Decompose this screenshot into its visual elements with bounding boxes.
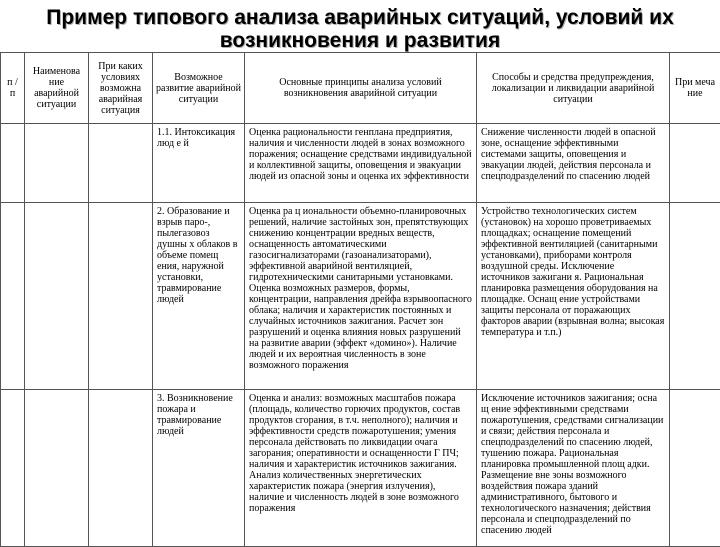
header-situation-name: Наименова ние аварийной ситуации	[25, 53, 89, 124]
table-cell-prevention: Исключение источников зажигания; осна щ ение эффективными средствами пожаротушения, средствами сигнализации и связи; действия персонала и спецподразделений по спасению людей, тушению пожара. Рациональная планировка промышленной площ адки. Размещение вне зоны возможного воздействия пожара зданий административного, бытового и технологического назначения; действия персонала и спецподразделений по спасению людей	[477, 390, 670, 547]
table-cell-prevention: Устройство технологических систем (установок) на хорошо проветриваемых площадках; оснащение помещений эффективной вентиляцией (санитарными установками), приборами контроля воздушной среды. Исключение источников зажигани я. Рациональная планировка размещения оборудования на площадке. Оснащ ение устройствами защиты персонала от поражающих факторов аварии (взрывная волна; высокая температура и т.п.)	[477, 203, 670, 390]
table-cell-development: 3. Возникновение пожара и травмирование людей	[153, 390, 245, 547]
page-title: Пример типового анализа аварийных ситуаций, условий их возникновения и развития	[0, 0, 720, 52]
table-cell-situation	[25, 390, 89, 547]
table-cell-number	[1, 203, 25, 390]
table-cell-notes	[670, 390, 720, 547]
table-cell-situation	[25, 203, 89, 390]
header-analysis-principles: Основные принципы анализа условий возникновения аварийной ситуации	[245, 53, 477, 124]
table-cell-analysis: Оценка рациональности генплана предприятия, наличия и численности людей в зонах возможного поражения; оснащение средствами индивидуальной и коллективной защиты, оповещения и эвакуации людей из опасной зоны и оценка их эффективности	[245, 124, 477, 203]
header-conditions: При каких условиях возможна аварийная ситуация	[89, 53, 153, 124]
table-cell-development: 1.1. Интоксикация люд е й	[153, 124, 245, 203]
table-cell-number	[1, 124, 25, 203]
table-cell-situation	[25, 124, 89, 203]
header-prevention-methods: Способы и средства предупреждения, локализации и ликвидации аварийной ситуации	[477, 53, 670, 124]
table-cell-notes	[670, 124, 720, 203]
table-cell-analysis: Оценка и анализ: возможных масштабов пожара (площадь, количество горючих продуктов, состав продуктов сгорания, в т.ч. неполного); наличия и эффективности средств пожаротушения; умения персонала действовать по ликвидации очага загорания; оперативности и оснащенности Г ПЧ; наличия и характеристик источников зажигания. Анализ количественных энергетических характеристик пожара (энергия излучения), наличие и численность людей в зоне возможного поражения	[245, 390, 477, 547]
table-cell-conditions	[89, 390, 153, 547]
table-cell-prevention: Снижение численности людей в опасной зоне, оснащение эффективными системами защиты, оповещения и эвакуации людей, действия персонала и спецподразделений по спасению людей	[477, 124, 670, 203]
table-header-row	[1, 53, 720, 124]
table-row	[1, 390, 720, 547]
header-development: Возможное развитие аварийной ситуации	[153, 53, 245, 124]
table-cell-conditions	[89, 203, 153, 390]
table-cell-notes	[670, 203, 720, 390]
table-row	[1, 203, 720, 390]
table-row	[1, 124, 720, 203]
header-number: п / п	[1, 53, 25, 124]
table-cell-analysis: Оценка ра ц иональности объемно-планировочных решений, наличие застойных зон, препятствующих снижению концентрации вредных веществ, оснащенность автоматическими газосигнализаторами (газоанализаторами), эффективной аварийной вентиляцией, гидротехническими санитарными установками. Оценка возможных размеров, формы, концентрации, направления дрейфа взрывоопасного облака; наличия и характеристик постоянных и случайных источников зажигания. Расчет зон разрушений и оценка влияния новых разрушений на развитие аварии (эффект «домино»). Наличие людей и их вероятная численность в зоне возможного поражения	[245, 203, 477, 390]
header-notes: При меча ние	[670, 53, 720, 124]
analysis-table	[0, 52, 720, 547]
table-cell-number	[1, 390, 25, 547]
table-cell-development: 2. Образование и взрыв паро-, пылегазовоз душны х облаков в объеме помещ ения, наружной установки, травмирование людей	[153, 203, 245, 390]
table-cell-conditions	[89, 124, 153, 203]
